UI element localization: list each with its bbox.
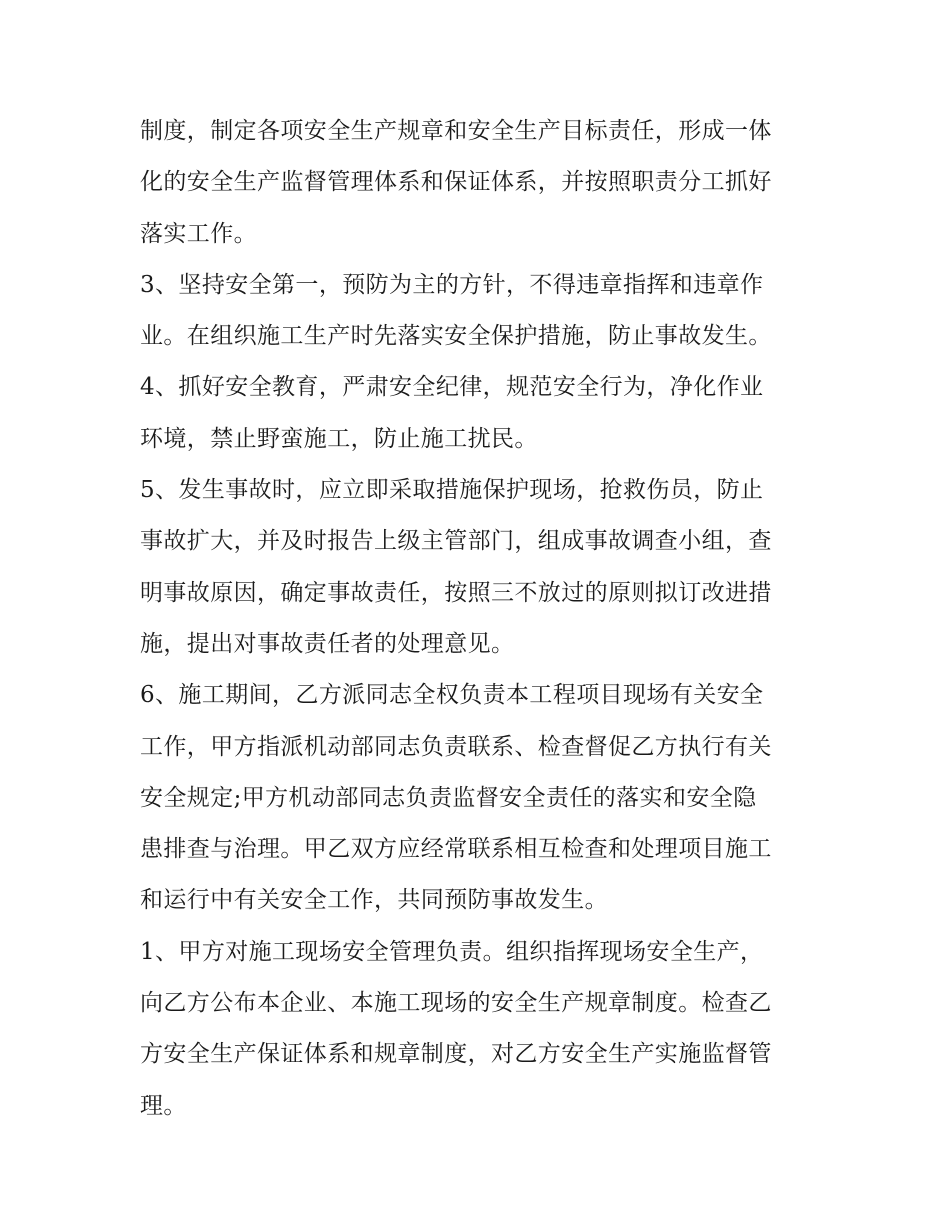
text-line: 业。在组织施工生产时先落实安全保护措施，防止事故发生。 xyxy=(140,323,772,350)
text-line: 工作，甲方指派机动部同志负责联系、检查督促乙方执行有关 xyxy=(140,733,772,760)
text-line: 方安全生产保证体系和规章制度，对乙方安全生产实施监督管 xyxy=(140,1041,772,1068)
text-line: 施，提出对事故责任者的处理意见。 xyxy=(140,630,515,657)
text-line: 理。 xyxy=(140,1092,187,1119)
document-body xyxy=(140,106,820,1132)
text-line: 1、甲方对施工现场安全管理负责。组织指挥现场安全生产， xyxy=(140,938,764,965)
text-line: 环境，禁止野蛮施工，防止施工扰民。 xyxy=(140,425,538,452)
text-line: 事故扩大，并及时报告上级主管部门，组成事故调查小组，查 xyxy=(140,528,772,555)
text-line: 化的安全生产监督管理体系和保证体系，并按照职责分工抓好 xyxy=(140,169,772,196)
text-line: 5、发生事故时，应立即采取措施保护现场，抢救伤员，防止 xyxy=(140,477,764,504)
text-line: 向乙方公布本企业、本施工现场的安全生产规章制度。检查乙 xyxy=(140,990,772,1017)
text-line: 3、坚持安全第一，预防为主的方针，不得违章指挥和违章作 xyxy=(140,271,764,298)
text-line: 6、施工期间，乙方派同志全权负责本工程项目现场有关安全 xyxy=(140,682,764,709)
text-line: 4、抓好安全教育，严肃安全纪律，规范安全行为，净化作业 xyxy=(140,374,764,401)
text-line: 和运行中有关安全工作，共同预防事故发生。 xyxy=(140,887,608,914)
text-line: 安全规定;甲方机动部同志负责监督安全责任的落实和安全隐 xyxy=(140,784,757,811)
text-line: 患排查与治理。甲乙双方应经常联系相互检查和处理项目施工 xyxy=(140,836,772,863)
text-line: 制度，制定各项安全生产规章和安全生产目标责任，形成一体 xyxy=(140,118,772,144)
text-line: 落实工作。 xyxy=(140,220,257,247)
text-line: 明事故原因，确定事故责任，按照三不放过的原则拟订改进措 xyxy=(140,579,772,606)
